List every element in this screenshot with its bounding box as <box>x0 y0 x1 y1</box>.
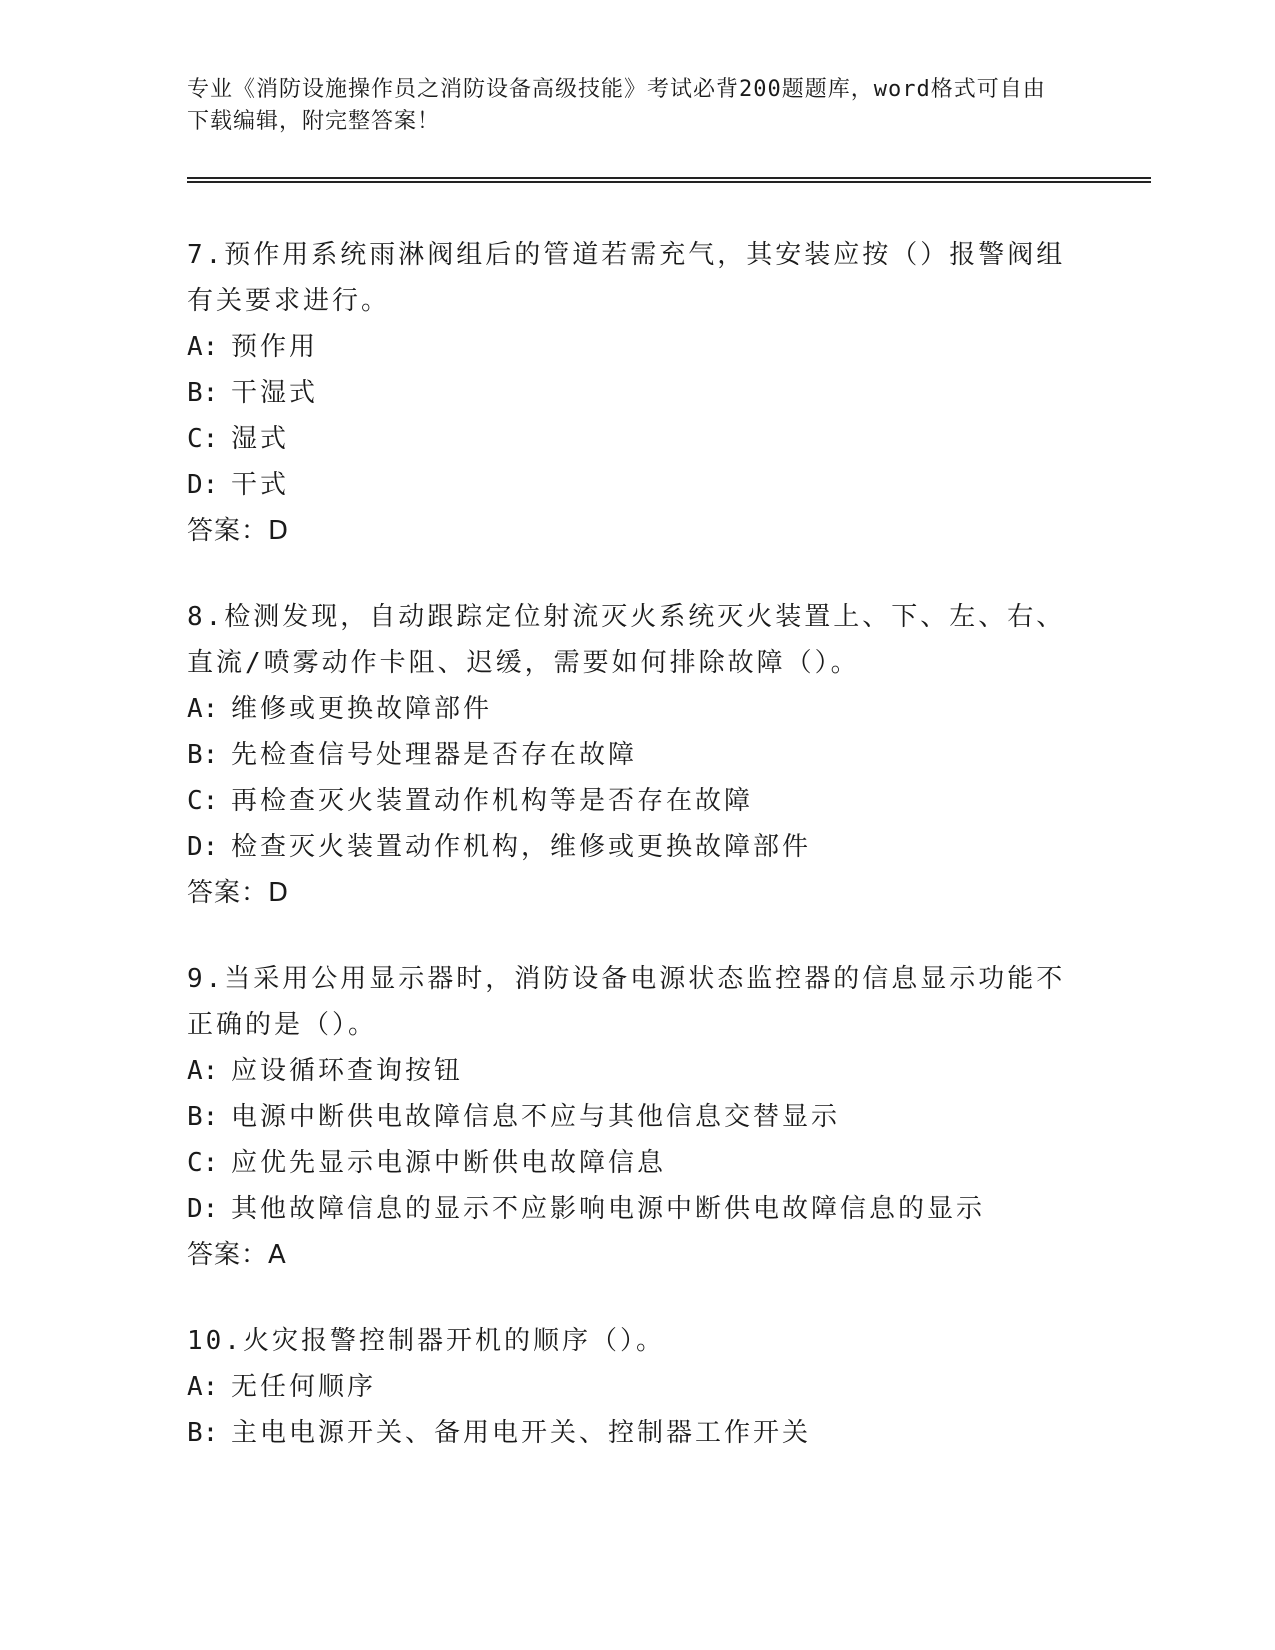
question-8 <box>187 594 1067 916</box>
option-letter: D: <box>187 832 219 862</box>
document-header: 专业《消防设施操作员之消防设备高级技能》考试必背200题题库，word格式可自由下载编辑，附完整答案！ <box>187 77 1046 134</box>
option-letter: C: <box>187 1148 219 1178</box>
option-c <box>187 416 1067 462</box>
header-divider <box>187 177 1151 183</box>
option-d <box>187 824 1067 870</box>
option-letter: A: <box>187 1372 219 1402</box>
question-7 <box>187 232 1067 554</box>
option-letter: D: <box>187 470 219 500</box>
option-a <box>187 1364 1067 1410</box>
question-stem: 9.当采用公用显示器时，消防设备电源状态监控器的信息显示功能不正确的是（）。 <box>187 964 1066 1040</box>
answer-line: 答案：A <box>187 1240 287 1270</box>
question-list <box>187 232 1067 1496</box>
question-stem: 8.检测发现，自动跟踪定位射流灭火系统灭火装置上、下、左、右、直流/喷雾动作卡阻、迟缓，需要如何排除故障（）。 <box>187 602 1066 678</box>
option-text: 湿式 <box>231 424 290 454</box>
option-b <box>187 1094 1067 1140</box>
question-stem: 10.火灾报警控制器开机的顺序（）。 <box>187 1326 665 1356</box>
option-letter: B: <box>187 378 219 408</box>
option-letter: A: <box>187 332 219 362</box>
option-d <box>187 462 1067 508</box>
option-text: 其他故障信息的显示不应影响电源中断供电故障信息的显示 <box>231 1194 986 1224</box>
option-letter: C: <box>187 786 219 816</box>
option-text: 预作用 <box>231 332 319 362</box>
answer-line: 答案：D <box>187 878 290 908</box>
option-text: 检查灭火装置动作机构，维修或更换故障部件 <box>231 832 812 862</box>
option-letter: A: <box>187 694 219 724</box>
option-text: 应设循环查询按钮 <box>231 1056 464 1086</box>
option-text: 先检查信号处理器是否存在故障 <box>231 740 638 770</box>
option-letter: B: <box>187 740 219 770</box>
question-stem: 7.预作用系统雨淋阀组后的管道若需充气，其安装应按（）报警阀组有关要求进行。 <box>187 240 1066 316</box>
option-text: 干湿式 <box>231 378 319 408</box>
option-text: 维修或更换故障部件 <box>231 694 493 724</box>
option-b <box>187 370 1067 416</box>
option-letter: B: <box>187 1418 219 1448</box>
option-b <box>187 732 1067 778</box>
question-10 <box>187 1318 1067 1456</box>
option-c <box>187 778 1067 824</box>
option-letter: C: <box>187 424 219 454</box>
option-text: 干式 <box>231 470 290 500</box>
option-text: 无任何顺序 <box>231 1372 377 1402</box>
option-letter: D: <box>187 1194 219 1224</box>
option-a <box>187 1048 1067 1094</box>
option-b <box>187 1410 1067 1456</box>
option-letter: B: <box>187 1102 219 1132</box>
option-letter: A: <box>187 1056 219 1086</box>
option-text: 再检查灭火装置动作机构等是否存在故障 <box>231 786 754 816</box>
option-d <box>187 1186 1067 1232</box>
question-9 <box>187 956 1067 1278</box>
option-a <box>187 324 1067 370</box>
answer-line: 答案：D <box>187 516 290 546</box>
option-text: 电源中断供电故障信息不应与其他信息交替显示 <box>231 1102 841 1132</box>
option-text: 主电电源开关、备用电开关、控制器工作开关 <box>231 1418 812 1448</box>
option-c <box>187 1140 1067 1186</box>
option-a <box>187 686 1067 732</box>
option-text: 应优先显示电源中断供电故障信息 <box>231 1148 667 1178</box>
